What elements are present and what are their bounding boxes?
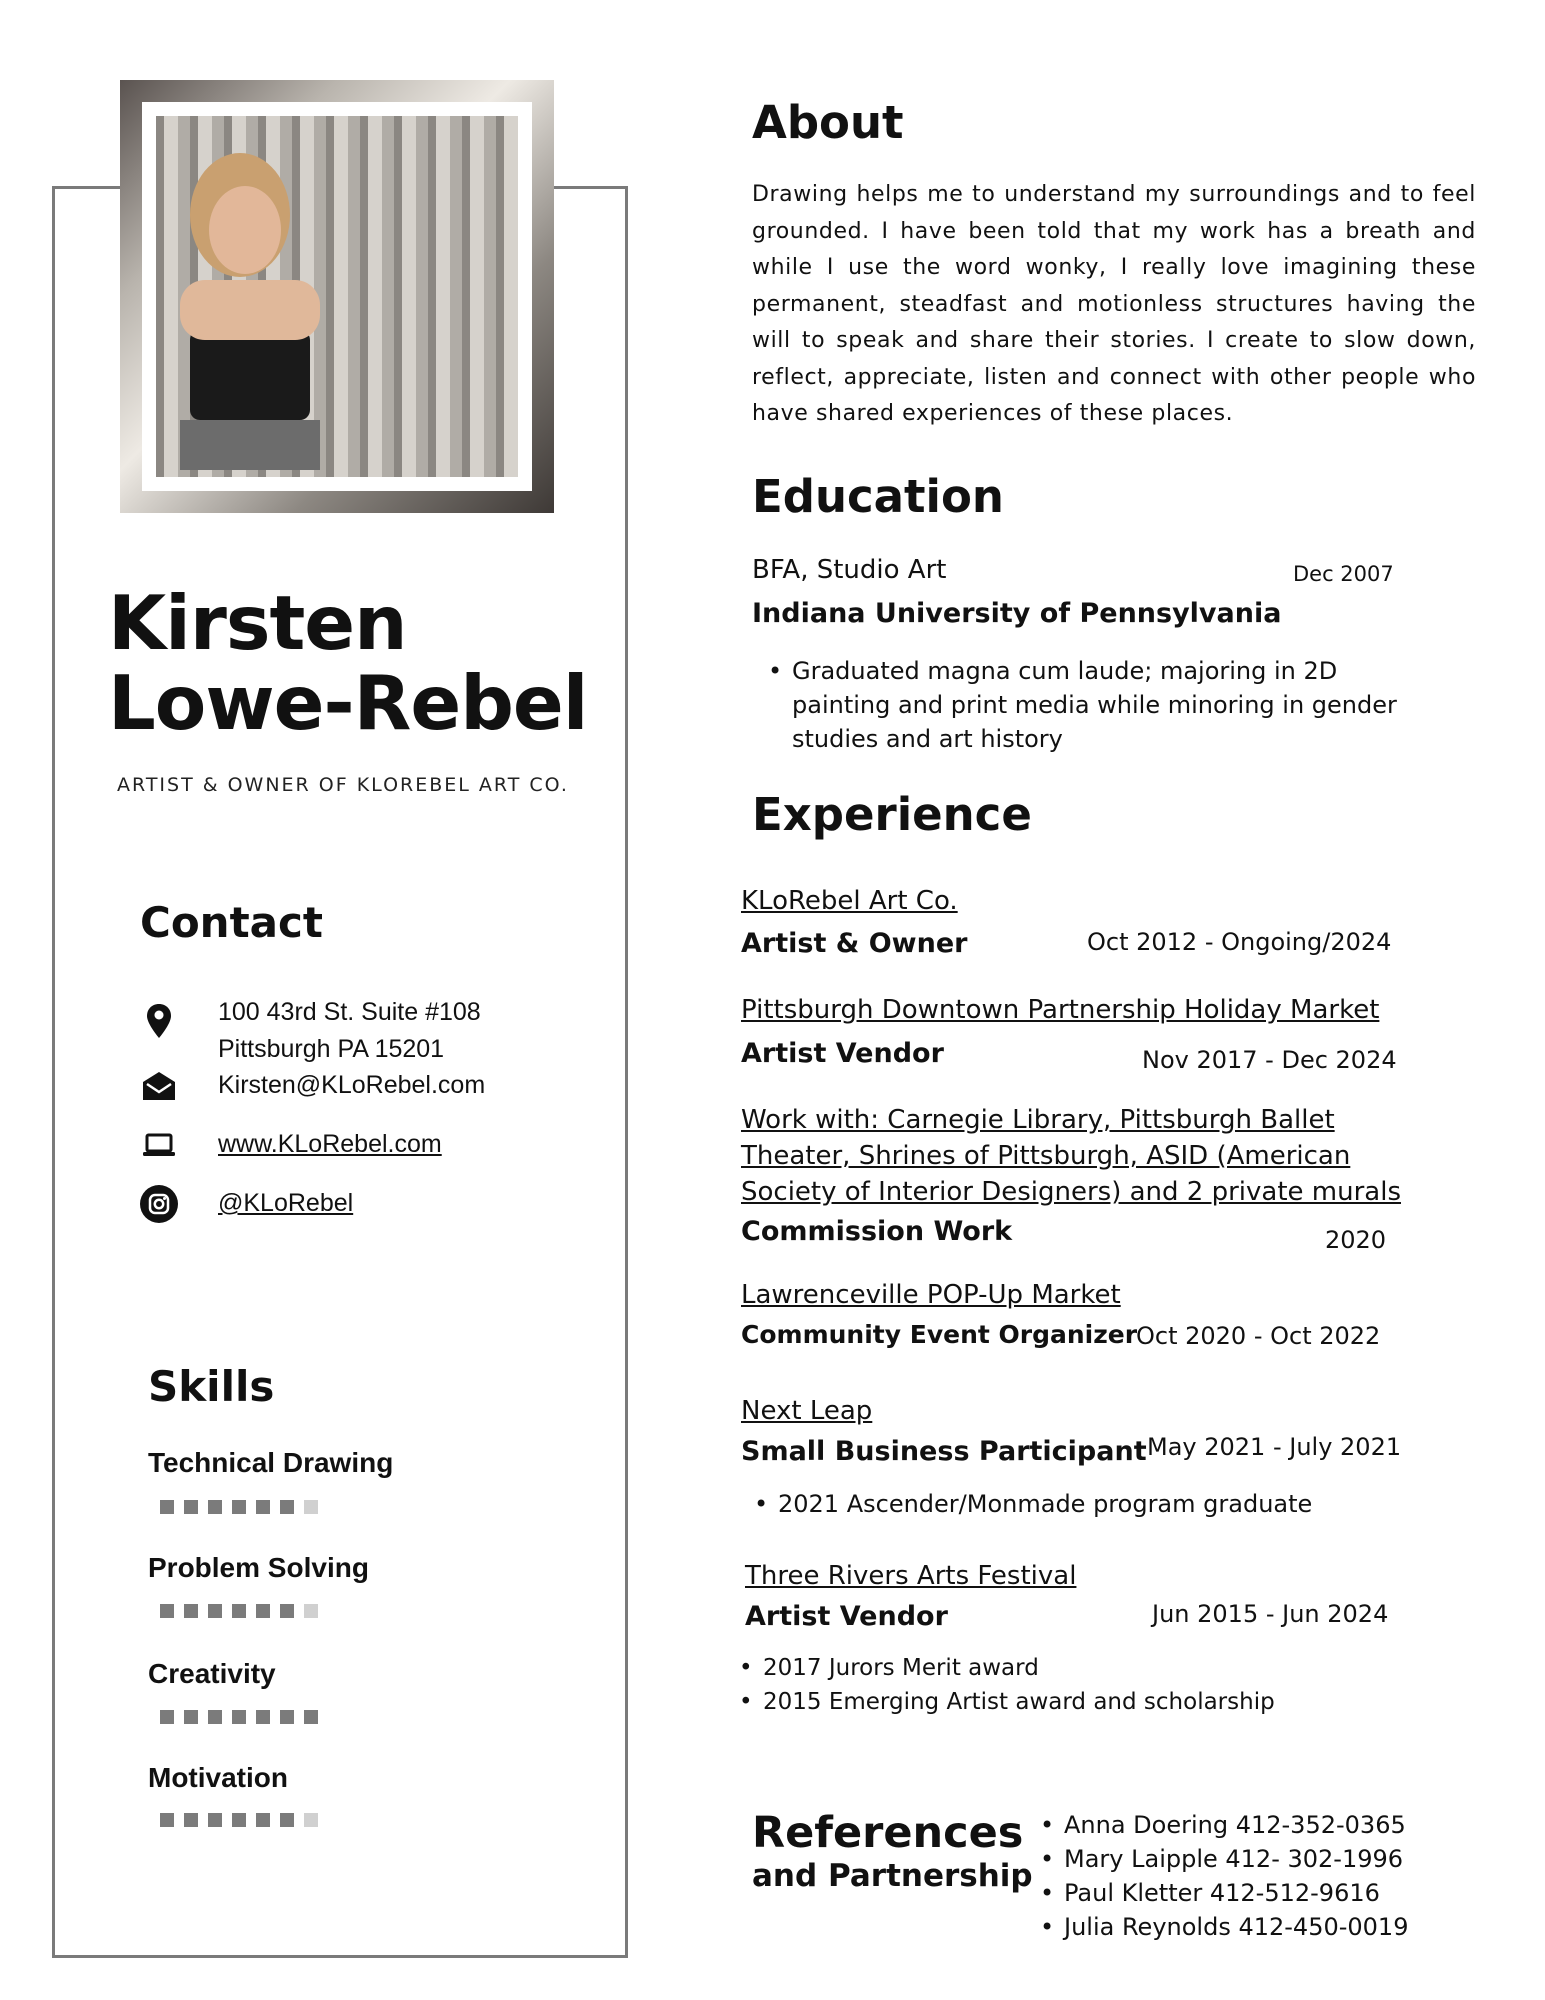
- skill-level-square-filled: [304, 1710, 318, 1724]
- education-heading: Education: [752, 470, 1004, 523]
- skill-level-square-filled: [280, 1604, 294, 1618]
- job-date: Jun 2015 - Jun 2024: [1152, 1600, 1389, 1628]
- reference-item: • Paul Kletter 412-512-9616: [1036, 1876, 1408, 1910]
- skill-level-square-filled: [160, 1813, 174, 1827]
- job-role: Artist Vendor: [741, 1038, 944, 1069]
- skill-level-square-filled: [208, 1604, 222, 1618]
- job-bullets: [735, 1651, 1275, 1719]
- job-org[interactable]: KLoRebel Art Co.: [741, 886, 958, 916]
- skill-level-square-filled: [232, 1813, 246, 1827]
- job-org[interactable]: Three Rivers Arts Festival: [745, 1561, 1077, 1591]
- skill-level-square-filled: [160, 1710, 174, 1724]
- skill-level-square-filled: [208, 1710, 222, 1724]
- skill-level-square-empty: [304, 1813, 318, 1827]
- job-org[interactable]: Pittsburgh Downtown Partnership Holiday Market: [741, 995, 1380, 1025]
- skill-level-square-filled: [232, 1604, 246, 1618]
- skill-bar: [160, 1710, 318, 1724]
- job-role: Artist & Owner: [741, 928, 968, 959]
- job-bullet: • 2017 Jurors Merit award: [735, 1651, 1275, 1685]
- skill-level-square-filled: [208, 1813, 222, 1827]
- job-role: Small Business Participant: [741, 1436, 1147, 1467]
- instagram-icon: [140, 1185, 178, 1223]
- skill-level-square-filled: [256, 1604, 270, 1618]
- tagline: ARTIST & OWNER OF KLOREBEL ART CO.: [117, 774, 569, 796]
- address-text: [218, 994, 481, 1068]
- skill-level-square-filled: [256, 1500, 270, 1514]
- contact-website[interactable]: [140, 1126, 442, 1164]
- job-org[interactable]: Next Leap: [741, 1396, 873, 1426]
- job-date: Nov 2017 - Dec 2024: [1142, 1046, 1397, 1074]
- contact-instagram[interactable]: [140, 1185, 354, 1223]
- first-name: Kirsten: [108, 579, 407, 667]
- skill-level-square-filled: [280, 1710, 294, 1724]
- skill-level-square-filled: [256, 1710, 270, 1724]
- about-text: Drawing helps me to understand my surroundings and to feel grounded. I have been told that my work has a breath and while I use the word wonky, I really love imagining these permanent, steadfast and motionless structures having the will to speak and share their stories. I create to slow down, reflect, appreciate, listen and connect with other people who have shared experiences of these places.: [752, 182, 1476, 426]
- portrait-figure: [120, 80, 554, 513]
- address-line1: 100 43rd St. Suite #108: [218, 998, 481, 1026]
- reference-item: • Julia Reynolds 412-450-0019: [1036, 1910, 1408, 1944]
- job-bullet: • 2021 Ascender/Monmade program graduate: [750, 1487, 1312, 1521]
- job-date: 2020: [1325, 1226, 1387, 1254]
- skill-bar: [160, 1604, 318, 1618]
- job-role: Commission Work: [741, 1216, 1013, 1247]
- location-pin-icon: [140, 1002, 178, 1040]
- skill-level-square-filled: [160, 1604, 174, 1618]
- skill-bar: [160, 1500, 318, 1514]
- job-date: Oct 2020 - Oct 2022: [1136, 1322, 1381, 1350]
- skill-level-square-filled: [160, 1500, 174, 1514]
- job-role: Artist Vendor: [745, 1601, 948, 1632]
- education-date: Dec 2007: [1293, 562, 1394, 586]
- reference-item: • Mary Laipple 412- 302-1996: [1036, 1842, 1408, 1876]
- degree: BFA, Studio Art: [752, 555, 947, 585]
- education-bullet: • Graduated magna cum laude; majoring in 2D painting and print media while minoring in gender studies and art history: [764, 654, 1397, 756]
- address-line2: Pittsburgh PA 15201: [218, 1035, 445, 1063]
- website-link[interactable]: www.KLoRebel.com: [218, 1130, 442, 1158]
- full-name: [108, 579, 628, 747]
- job-bullet: • 2015 Emerging Artist award and scholarship: [735, 1685, 1275, 1719]
- school-name: Indiana University of Pennsylvania: [752, 598, 1282, 629]
- skill-level-square-filled: [208, 1500, 222, 1514]
- experience-heading: Experience: [752, 788, 1032, 841]
- skills-heading: Skills: [148, 1362, 275, 1411]
- skill-label: Creativity: [148, 1658, 276, 1689]
- skill-label: Motivation: [148, 1762, 288, 1793]
- profile-photo: [120, 80, 554, 513]
- reference-item: • Anna Doering 412-352-0365: [1036, 1808, 1408, 1842]
- skill-level-square-filled: [256, 1813, 270, 1827]
- job-org[interactable]: Work with: Carnegie Library, Pittsburgh Ballet Theater, Shrines of Pittsburgh, ASID (American Society of Interior Designers) and 2 private murals: [741, 1105, 1401, 1207]
- about-heading: About: [752, 96, 904, 149]
- skill-level-square-filled: [184, 1500, 198, 1514]
- contact-email[interactable]: [140, 1067, 486, 1105]
- skill-level-square-filled: [232, 1710, 246, 1724]
- contact-heading: Contact: [140, 898, 323, 947]
- references-subheading: and Partnership: [752, 1858, 1033, 1894]
- references-list: [1036, 1808, 1408, 1944]
- references-heading: References: [752, 1808, 1024, 1858]
- email-text[interactable]: Kirsten@KLoRebel.com: [218, 1071, 486, 1099]
- skill-level-square-empty: [304, 1500, 318, 1514]
- job-role: Community Event Organizer: [741, 1320, 1138, 1349]
- skill-level-square-filled: [232, 1500, 246, 1514]
- skill-level-square-filled: [184, 1813, 198, 1827]
- skill-label: Problem Solving: [148, 1552, 369, 1583]
- job-org[interactable]: Lawrenceville POP-Up Market: [741, 1280, 1121, 1310]
- last-name: Lowe-Rebel: [108, 659, 588, 747]
- education-bullets: [764, 654, 1397, 756]
- job-date: Oct 2012 - Ongoing/2024: [1087, 928, 1392, 956]
- skill-level-square-filled: [184, 1710, 198, 1724]
- skill-level-square-filled: [280, 1813, 294, 1827]
- skill-level-square-filled: [184, 1604, 198, 1618]
- instagram-link[interactable]: @KLoRebel: [218, 1189, 354, 1217]
- laptop-icon: [140, 1126, 178, 1164]
- job-bullets: [750, 1487, 1312, 1521]
- skill-level-square-filled: [280, 1500, 294, 1514]
- contact-address: [140, 994, 481, 1063]
- envelope-icon: [140, 1067, 178, 1105]
- skill-label: Technical Drawing: [148, 1447, 394, 1478]
- job-date: May 2021 - July 2021: [1147, 1433, 1402, 1461]
- skill-bar: [160, 1813, 318, 1827]
- skill-level-square-empty: [304, 1604, 318, 1618]
